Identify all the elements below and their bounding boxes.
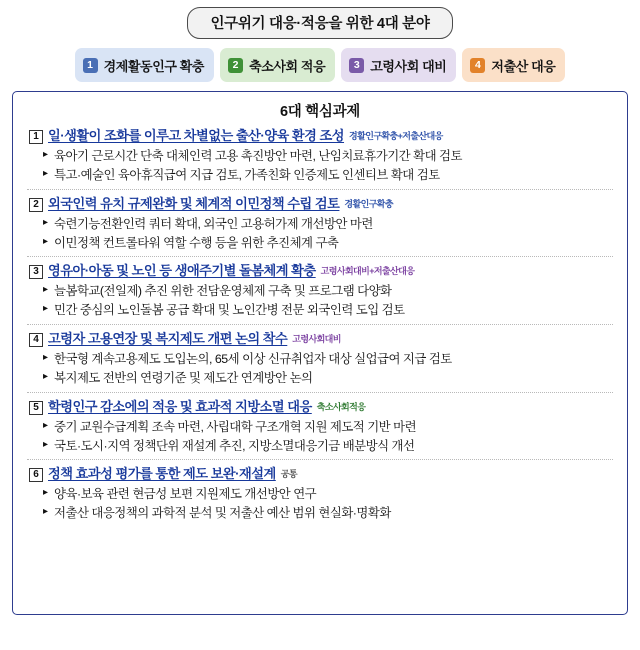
task-header bbox=[23, 193, 617, 213]
task-title: 정책 효과성 평가를 통한 제도 보완·재설계 bbox=[48, 466, 276, 482]
domain-chip-2-number: 2 bbox=[228, 58, 243, 73]
domain-chip-1-label: 경제활동인구 확충 bbox=[103, 58, 205, 74]
task-bullet: ▸ 육아기 근로시간 단축 대체인력 고용 촉진방안 마련, 난임치료휴가기간 확대 검토 bbox=[43, 147, 617, 166]
domain-chip-3[interactable] bbox=[341, 48, 456, 82]
task-bullet-list bbox=[23, 215, 617, 253]
task-number: 2 bbox=[29, 198, 43, 212]
task-bullet: ▸ 민간 중심의 노인돌봄 공급 확대 및 노인간병 전문 외국인력 도입 검토 bbox=[43, 301, 617, 320]
page-title: 인구위기 대응·적응을 위한 4대 분야 bbox=[187, 7, 452, 39]
task-bullet: ▸ 중기 교원수급계획 조속 마련, 사립대학 구조개혁 지원 제도적 기반 마련 bbox=[43, 418, 617, 437]
task-bullet: ▸ 국토·도시·지역 정책단위 재설계 추진, 지방소멸대응기금 배분방식 개선 bbox=[43, 437, 617, 456]
task-bullet: ▸ 숙련기능전환인력 쿼터 확대, 외국인 고용허가제 개선방안 마련 bbox=[43, 215, 617, 234]
task-bullet: ▸ 양육·보육 관련 현금성 보편 지원제도 개선방안 연구 bbox=[43, 485, 617, 504]
panel-title: 6대 핵심과제 bbox=[279, 104, 361, 120]
task-tag: 공통 bbox=[280, 469, 297, 480]
task-header bbox=[23, 260, 617, 280]
task-bullet-list bbox=[23, 282, 617, 320]
task-title: 외국인력 유치 규제완화 및 체계적 이민정책 수립 검토 bbox=[48, 195, 340, 211]
task-item bbox=[23, 260, 617, 320]
divider bbox=[27, 256, 613, 257]
task-bullet-list bbox=[23, 485, 617, 523]
task-item bbox=[23, 193, 617, 253]
domain-chip-4-number: 4 bbox=[470, 58, 485, 73]
task-tag: 고령사회대비 bbox=[292, 334, 341, 345]
divider bbox=[27, 392, 613, 393]
task-title: 고령자 고용연장 및 복지제도 개편 논의 착수 bbox=[48, 331, 288, 347]
task-header bbox=[23, 396, 617, 416]
task-bullet: ▸ 복지제도 전반의 연령기준 및 제도간 연계방안 논의 bbox=[43, 369, 617, 388]
domain-chip-3-label: 고령사회 대비 bbox=[370, 58, 447, 74]
task-number: 6 bbox=[29, 468, 43, 482]
task-header bbox=[23, 328, 617, 348]
domain-chip-row bbox=[0, 48, 640, 82]
task-tag: 고령사회대비+저출산대응 bbox=[320, 266, 415, 277]
task-tag: 축소사회적응 bbox=[316, 401, 366, 412]
task-bullet-list bbox=[23, 147, 617, 185]
task-title: 학령인구 감소에의 적응 및 효과적 지방소멸 대응 bbox=[48, 398, 312, 414]
task-header bbox=[23, 463, 617, 483]
task-number: 4 bbox=[29, 333, 43, 347]
domain-chip-4[interactable] bbox=[462, 48, 565, 82]
domain-chip-1-number: 1 bbox=[83, 58, 98, 73]
divider bbox=[27, 324, 613, 325]
task-bullet: ▸ 늘봄학교(전일제) 추진 위한 전담운영체제 구축 및 프로그램 다양화 bbox=[43, 282, 617, 301]
divider bbox=[27, 459, 613, 460]
task-tag: 경활인구확충 bbox=[344, 198, 393, 209]
domain-chip-2-label: 축소사회 적응 bbox=[249, 58, 326, 74]
task-item bbox=[23, 396, 617, 456]
task-bullet-list bbox=[23, 418, 617, 456]
task-item bbox=[23, 463, 617, 523]
task-number: 5 bbox=[29, 401, 43, 415]
core-tasks-panel bbox=[12, 91, 628, 615]
domain-chip-4-label: 저출산 대응 bbox=[491, 58, 556, 74]
task-header bbox=[23, 125, 617, 145]
task-bullet-list bbox=[23, 350, 617, 388]
task-number: 1 bbox=[29, 130, 43, 144]
task-title: 영유아·아동 및 노인 등 생애주기별 돌봄체계 확충 bbox=[48, 263, 316, 279]
header bbox=[0, 0, 640, 39]
domain-chip-2[interactable] bbox=[220, 48, 335, 82]
task-bullet: ▸ 저출산 대응정책의 과학적 분석 및 저출산 예산 범위 현실화·명확화 bbox=[43, 504, 617, 523]
task-number: 3 bbox=[29, 265, 43, 279]
task-bullet: ▸ 이민정책 컨트롤타워 역할 수행 등을 위한 추진체계 구축 bbox=[43, 234, 617, 253]
divider bbox=[27, 189, 613, 190]
domain-chip-1[interactable] bbox=[75, 48, 214, 82]
task-item bbox=[23, 125, 617, 185]
task-title: 일·생활이 조화를 이루고 차별없는 출산·양육 환경 조성 bbox=[48, 128, 345, 143]
domain-chip-3-number: 3 bbox=[349, 58, 364, 73]
task-bullet: ▸ 특고·예술인 육아휴직급여 지급 검토, 가족친화 인증제도 인센티브 확대 검토 bbox=[43, 166, 617, 185]
task-item bbox=[23, 328, 617, 388]
task-bullet: ▸ 한국형 계속고용제도 도입논의, 65세 이상 신규취업자 대상 실업급여 지급 검토 bbox=[43, 350, 617, 369]
task-tag: 경활인구확충+저출산대응 bbox=[349, 131, 443, 141]
